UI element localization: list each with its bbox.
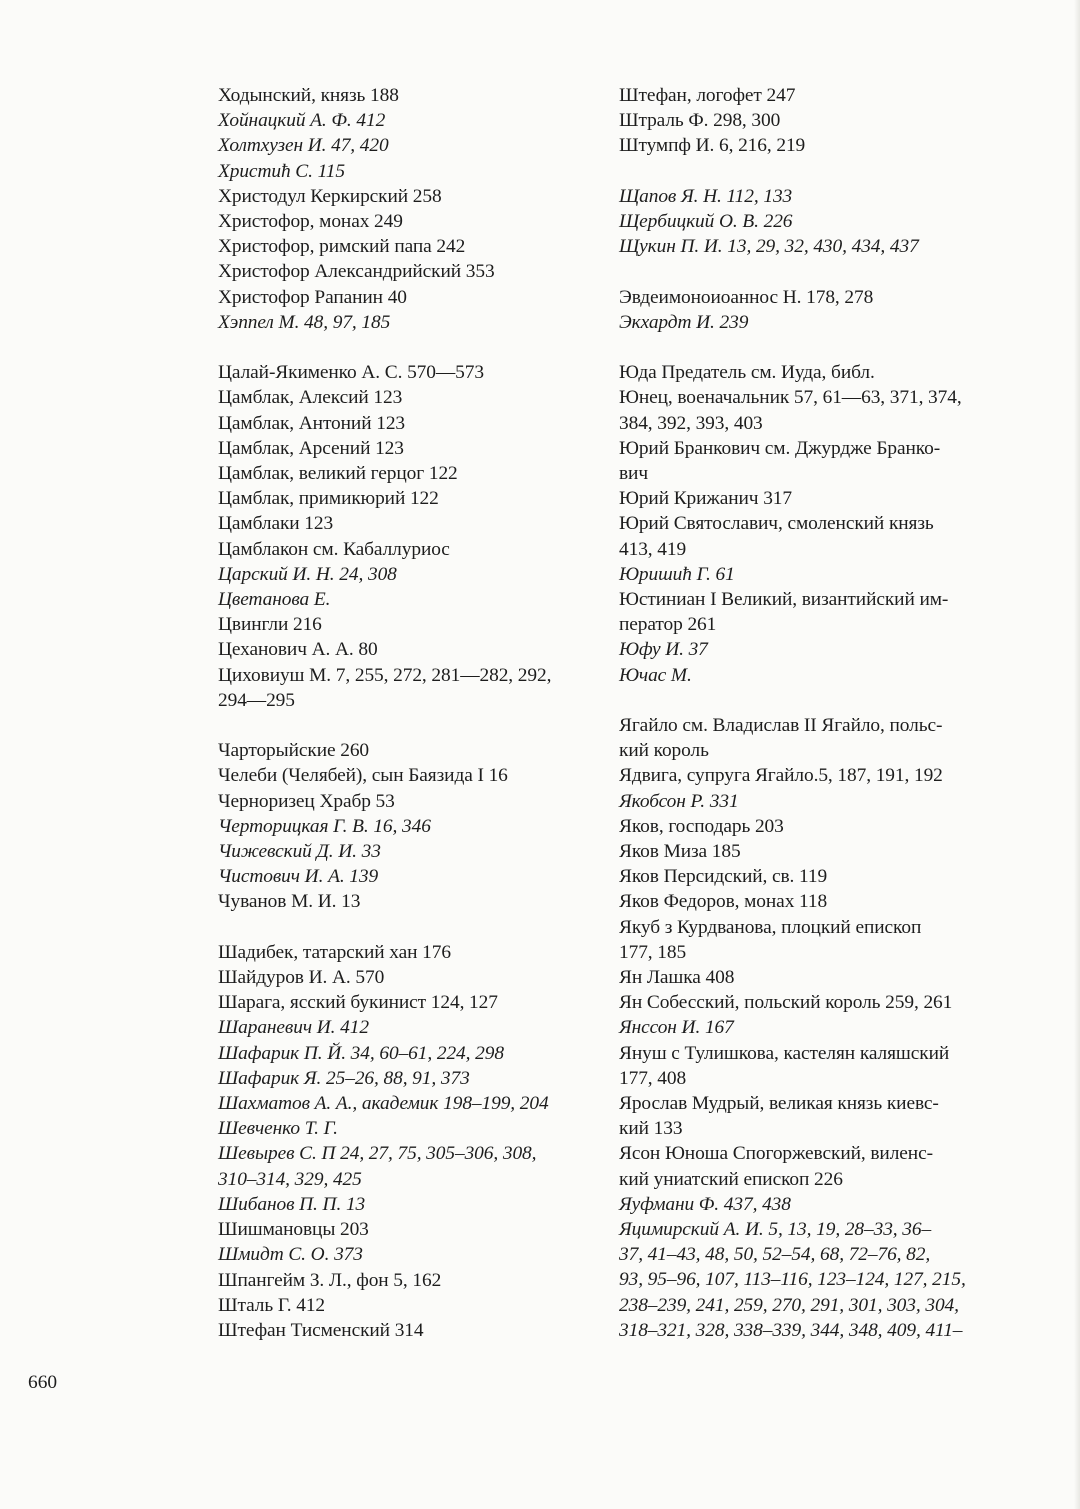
- page-edge: [1074, 0, 1080, 1509]
- index-entry: [619, 83, 1003, 108]
- index-entry-text: Христофор, римский папа 242: [218, 236, 466, 258]
- index-entry-text: Щапов Я. Н. 112, 133: [619, 185, 793, 207]
- page-number: 660: [28, 1372, 58, 1393]
- index-entry-text: Штраль Ф. 298, 300: [619, 110, 781, 132]
- index-column-right: [619, 83, 1003, 1343]
- index-entry: [619, 436, 1003, 486]
- index-entry-text: Шевченко Т. Г.: [218, 1118, 338, 1140]
- index-entry-continuation: 318–321, 328, 338–339, 344, 348, 409, 411–: [619, 1319, 963, 1341]
- index-entry-text: Щербицкий О. В. 226: [619, 211, 793, 232]
- index-entry-text: Яков Миза 185: [619, 841, 741, 863]
- index-entry-text: Черторицкая Г. В. 16, 346: [218, 815, 431, 837]
- index-entry-text: Хэппел М. 48, 97, 185: [218, 311, 391, 333]
- index-entry-text: Яков Федоров, монах 118: [619, 891, 828, 913]
- index-letter-group: [619, 713, 1003, 1343]
- index-entry-text: Янссон И. 167: [619, 1017, 734, 1039]
- index-entry-text: Якуб з Курдванова, плоцкий епископ: [619, 916, 922, 938]
- index-entry: [218, 209, 600, 234]
- index-entry-text: Христофор Александрийский 353: [218, 261, 495, 283]
- index-entry: [619, 965, 1003, 990]
- index-entry: [619, 385, 1003, 435]
- index-entry-text: Шталь Г. 412: [218, 1294, 326, 1316]
- index-letter-group: [619, 184, 1003, 260]
- index-entry-text: Щукин П. И. 13, 29, 32, 430, 434, 437: [619, 236, 919, 258]
- index-entry-text: Януш с Тулишкова, кастелян каляшский: [619, 1042, 950, 1064]
- index-entry-text: Шишмановцы 203: [218, 1219, 369, 1241]
- index-entry-text: Шарага, ясский букинист 124, 127: [218, 992, 498, 1014]
- index-entry: [218, 411, 600, 436]
- index-entry-continuation: 310–314, 329, 425: [218, 1168, 362, 1190]
- index-entry: [218, 940, 600, 965]
- index-entry-continuation: 177, 185: [619, 941, 687, 963]
- index-entry-text: Юришић Г. 61: [619, 563, 735, 585]
- index-entry: [218, 511, 600, 536]
- index-entry: [619, 789, 1003, 814]
- index-entry-continuation: 384, 392, 393, 403: [619, 412, 763, 434]
- index-entry: [619, 637, 1003, 662]
- index-entry-text: Яцимирский А. И. 5, 13, 19, 28–33, 36–: [619, 1219, 932, 1241]
- index-entry-continuation: вич: [619, 463, 648, 484]
- index-entry-text: Ярослав Мудрый, великая князь киевс-: [619, 1093, 939, 1115]
- index-entry-text: Юрий Крижанич 317: [619, 488, 792, 510]
- index-entry: [619, 511, 1003, 561]
- index-entry: [619, 234, 1003, 259]
- index-entry: [218, 864, 600, 889]
- index-entry-continuation: ператор 261: [619, 614, 717, 636]
- index-entry: [619, 814, 1003, 839]
- index-letter-group: [619, 360, 1003, 688]
- index-letter-group: [619, 83, 1003, 159]
- index-entry-continuation: 238–239, 241, 259, 270, 291, 301, 303, 304,: [619, 1294, 959, 1316]
- index-letter-group: [218, 360, 600, 713]
- index-entry-text: Цветанова Е.: [218, 589, 331, 611]
- index-entry: [218, 965, 600, 990]
- index-entry: [218, 83, 600, 108]
- index-entry: [619, 1141, 1003, 1191]
- index-entry-continuation: 294—295: [218, 689, 295, 711]
- index-entry-continuation: 37, 41–43, 48, 50, 52–54, 68, 72–76, 82,: [619, 1244, 931, 1266]
- index-entry-text: Шахматов А. А., академик 198–199, 204: [218, 1093, 549, 1115]
- index-entry: [218, 763, 600, 788]
- index-entry-text: Христофор, монах 249: [218, 211, 403, 233]
- index-letter-group: [619, 285, 1003, 335]
- index-letter-group: [218, 83, 600, 335]
- index-entry-text: Цамблак, примикюрий 122: [218, 488, 439, 510]
- index-entry: [619, 360, 1003, 385]
- index-entry-text: Юда Предатель см. Иуда, библ.: [619, 362, 875, 384]
- index-entry: [619, 1192, 1003, 1217]
- index-entry-text: Шпангейм З. Л., фон 5, 162: [218, 1269, 442, 1291]
- index-entry-continuation: кий 133: [619, 1118, 683, 1140]
- index-entry: [218, 108, 600, 133]
- index-entry: [218, 663, 600, 713]
- index-entry-text: Юстиниан I Великий, византийский им-: [619, 589, 949, 611]
- index-entry-text: Шафарик Я. 25–26, 88, 91, 373: [218, 1067, 470, 1089]
- index-entry-continuation: 93, 95–96, 107, 113–116, 123–124, 127, 215,: [619, 1269, 966, 1291]
- index-entry-text: Эвдеимоноиоаннос Н. 178, 278: [619, 286, 874, 308]
- index-entry: [218, 612, 600, 637]
- index-entry: [619, 1091, 1003, 1141]
- index-entry: [218, 1192, 600, 1217]
- index-entry-text: Чуванов М. И. 13: [218, 891, 361, 913]
- index-letter-group: [218, 738, 600, 914]
- index-entry-text: Якобсон Р. 331: [619, 790, 739, 812]
- index-entry: [218, 1318, 600, 1343]
- index-entry-text: Ючас М.: [619, 664, 692, 686]
- index-entry: [619, 133, 1003, 158]
- index-entry-continuation: кий униатский епископ 226: [619, 1168, 843, 1190]
- index-entry-text: Шадибек, татарский хан 176: [218, 941, 451, 963]
- index-entry: [218, 1293, 600, 1318]
- index-entry: [619, 285, 1003, 310]
- index-entry: [218, 1015, 600, 1040]
- index-entry-text: Штумпф И. 6, 216, 219: [619, 135, 806, 157]
- index-entry: [619, 108, 1003, 133]
- index-entry: [218, 1066, 600, 1091]
- index-entry-text: Цамблак, великий герцог 122: [218, 463, 458, 485]
- index-entry: [218, 537, 600, 562]
- index-entry: [218, 1091, 600, 1116]
- index-entry-text: Шараневич И. 412: [218, 1017, 369, 1039]
- index-entry: [619, 915, 1003, 965]
- index-entry-text: Христофор Рапанин 40: [218, 286, 407, 308]
- index-entry-text: Цамблаки 123: [218, 513, 334, 535]
- index-entry-text: Шайдуров И. А. 570: [218, 967, 385, 989]
- index-entry-text: Цеханович А. А. 80: [218, 639, 378, 661]
- index-entry-text: Чижевский Д. И. 33: [218, 841, 381, 863]
- index-entry-text: Шевырев С. П 24, 27, 75, 305–306, 308,: [218, 1143, 537, 1165]
- index-entry-text: Ян Лашка 408: [619, 967, 735, 989]
- index-entry-text: Штефан Тисменский 314: [218, 1319, 424, 1341]
- index-entry-text: Чарторыйские 260: [218, 740, 370, 762]
- index-entry-text: Юфу И. 37: [619, 639, 708, 661]
- index-entry: [218, 1242, 600, 1267]
- index-entry: [619, 1217, 1003, 1343]
- index-entry-continuation: 177, 408: [619, 1067, 687, 1089]
- index-entry-text: Шмидт С. О. 373: [218, 1244, 363, 1266]
- index-entry-text: Ягайло см. Владислав II Ягайло, польс-: [619, 715, 943, 737]
- index-letter-group: [218, 940, 600, 1343]
- index-column-left: [218, 83, 600, 1343]
- index-entry: [619, 562, 1003, 587]
- index-entry-text: Цвингли 216: [218, 614, 322, 636]
- index-entry: [218, 637, 600, 662]
- index-entry-text: Челеби (Челябей), сын Баязида I 16: [218, 765, 508, 787]
- index-entry-text: Ян Собесский, польский король 259, 261: [619, 992, 953, 1014]
- index-entry: [218, 1041, 600, 1066]
- index-entry: [619, 209, 1003, 234]
- index-entry: [218, 234, 600, 259]
- index-entry-text: Штефан, логофет 247: [619, 85, 796, 106]
- index-entry-text: Цалай-Якименко А. С. 570—573: [218, 362, 484, 384]
- index-entry: [218, 562, 600, 587]
- index-entry: [619, 839, 1003, 864]
- index-entry: [619, 990, 1003, 1015]
- index-entry: [218, 814, 600, 839]
- index-entry-text: Циховиуш М. 7, 255, 272, 281—282, 292,: [218, 664, 552, 686]
- index-entry-text: Царский И. Н. 24, 308: [218, 563, 397, 585]
- index-entry: [218, 587, 600, 612]
- index-entry-text: Шибанов П. П. 13: [218, 1193, 366, 1215]
- index-entry: [619, 184, 1003, 209]
- index-entry-text: Чистович И. А. 139: [218, 866, 379, 888]
- index-entry-text: Ясон Юноша Спогоржевский, виленс-: [619, 1143, 933, 1165]
- index-entry-text: Ядвига, супруга Ягайло.5, 187, 191, 192: [619, 765, 943, 787]
- index-entry: [619, 889, 1003, 914]
- index-entry-text: Цамблак, Антоний 123: [218, 412, 406, 434]
- index-entry: [218, 360, 600, 385]
- index-entry-text: Яков, господарь 203: [619, 815, 784, 837]
- index-entry: [218, 486, 600, 511]
- index-entry: [218, 1141, 600, 1191]
- index-entry: [218, 990, 600, 1015]
- index-entry-text: Яков Персидский, св. 119: [619, 866, 828, 888]
- index-entry-text: Христодул Керкирский 258: [218, 185, 442, 207]
- index-entry: [218, 738, 600, 763]
- index-entry-text: Цамблак, Алексий 123: [218, 387, 403, 409]
- index-entry: [218, 310, 600, 335]
- index-entry: [218, 461, 600, 486]
- index-entry: [619, 587, 1003, 637]
- index-entry: [619, 1041, 1003, 1091]
- index-entry: [218, 385, 600, 410]
- index-entry-text: Цамблакон см. Кабаллуриос: [218, 538, 450, 560]
- index-entry-text: Холтхузен И. 47, 420: [218, 135, 389, 157]
- index-entry: [218, 285, 600, 310]
- index-entry: [619, 713, 1003, 763]
- index-entry-text: Цамблак, Арсений 123: [218, 437, 404, 459]
- index-entry-text: Юнец, военачальник 57, 61—63, 371, 374,: [619, 387, 962, 409]
- index-entry-text: Хойнацкий А. Ф. 412: [218, 110, 386, 132]
- index-entry: [218, 1268, 600, 1293]
- index-entry-text: Черноризец Храбр 53: [218, 790, 395, 812]
- index-entry: [218, 436, 600, 461]
- index-entry: [619, 663, 1003, 688]
- index-entry: [619, 864, 1003, 889]
- index-entry: [218, 789, 600, 814]
- index-entry: [218, 133, 600, 158]
- index-entry: [218, 184, 600, 209]
- index-entry-text: Ходынский, князь 188: [218, 85, 399, 106]
- index-entry: [619, 763, 1003, 788]
- index-entry: [218, 1217, 600, 1242]
- index-entry: [619, 1015, 1003, 1040]
- index-entry-text: Экхардт И. 239: [619, 311, 749, 333]
- index-entry-continuation: 413, 419: [619, 538, 687, 560]
- index-entry: [218, 839, 600, 864]
- index-entry-text: Христић С. 115: [218, 160, 345, 182]
- index-entry-text: Яуфмани Ф. 437, 438: [619, 1193, 791, 1215]
- index-entry-text: Юрий Бранкович см. Джурдже Бранко-: [619, 437, 941, 459]
- index-entry: [218, 1116, 600, 1141]
- index-entry: [218, 159, 600, 184]
- index-entry-text: Юрий Святославич, смоленский князь: [619, 513, 934, 535]
- index-entry: [218, 889, 600, 914]
- index-entry-text: Шафарик П. Й. 34, 60–61, 224, 298: [218, 1042, 504, 1064]
- index-entry: [619, 310, 1003, 335]
- index-entry: [218, 259, 600, 284]
- index-entry-continuation: кий король: [619, 740, 709, 762]
- index-entry: [619, 486, 1003, 511]
